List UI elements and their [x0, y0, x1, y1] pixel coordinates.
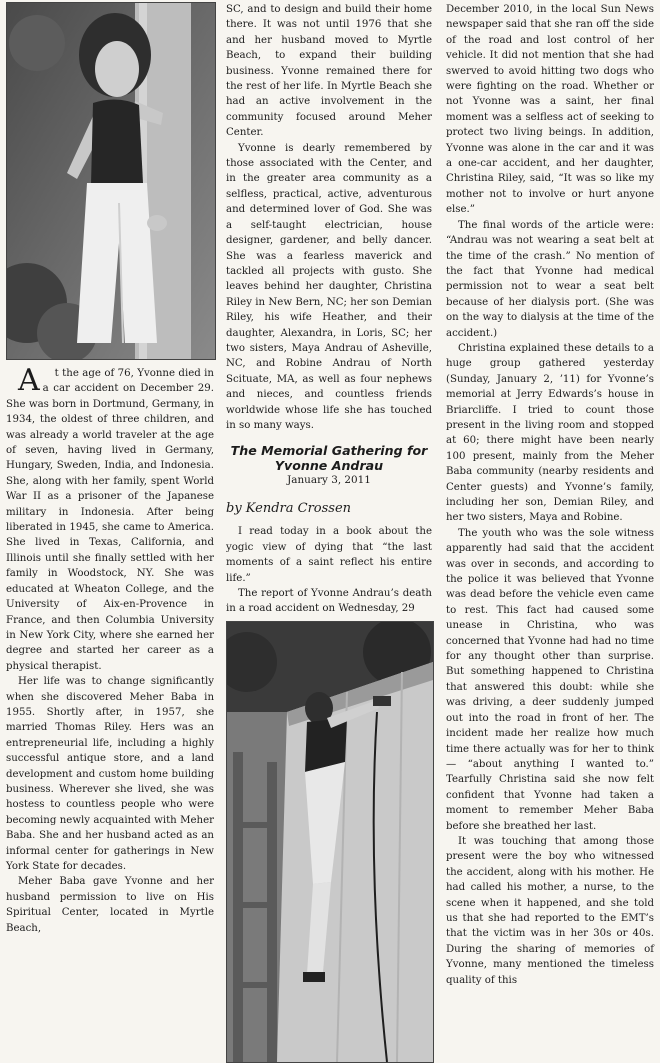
paragraph: The final words of the article were: “Andrau was not wearing a seat belt at the time of the crash.” No mention of the fact that Yvonne had medical permission not to wear a seat belt because of her dialysis port. (She was on the way to dialysis at the time of the accident.): [446, 219, 654, 339]
drop-cap: A: [18, 363, 40, 398]
column-1: [6, 2, 214, 936]
paragraph: Yvonne is dearly remembered by those associated with the Center, and in the greater area community as a selfless, practical, active, adventurous and determined lover of God. She was a self-taught electrician, house designer, gardener, and belly dancer. She was a fearless maverick and tackled all projects with gusto. She leaves behind her daughter, Christina Riley in New Bern, NC; her son Demian Riley, his wife Heather, and their daughter, Alexandra, in Loris, SC; her two sisters, Maya Andrau of Asheville, NC, and Robine Andrau of North Scituate, MA, as well as four nephews and nieces, and countless friends worldwide whose life she has touched in so many ways.: [226, 142, 432, 431]
paragraph: SC, and to design and build their home there. It was not until 1976 that she and her husband moved to Myrtle Beach, to expand their building business. Yvonne remained there for the rest of her life. In Myrtle Beach she had an active involvement in the community focused around Meher Center.: [226, 4, 432, 139]
portrait-photo-image: [7, 3, 215, 359]
article-title: The Memorial Gathering for Yvonne Andrau: [230, 443, 428, 474]
article-date: January 3, 2011: [287, 474, 371, 487]
column-2: [226, 2, 432, 1063]
column-3: [446, 2, 654, 988]
paragraph: Christina explained these details to a huge group gathered yesterday (Sunday, January 2, ’11) for Yvonne’s memorial at Jerry Edwards’s house in Briarcliffe. I tried to count those present in the living room and stopped at 60; there might have been nearly 100 present, mainly from the Meher Baba community (nearby residents and Center guests) and Yvonne’s family, including her son, Demian Riley, and her two sisters, Maya and Robine.: [446, 342, 654, 524]
paragraph: The report of Yvonne Andrau’s death in a road accident on Wednesday, 29: [226, 588, 432, 615]
construction-photo: [226, 621, 434, 1063]
paragraph: The youth who was the sole witness apparently had said that the accident was over in seconds, and according to the police it was believed that Yvonne was dead before the vehicle even came to rest. This fact had caused some unease in Christina, who was concerned that Yvonne had had no time for any thought other than surprise. But something happened to Christina that answered this doubt: while she was driving, a deer suddenly jumped out into the road in front of her. The incident made her realize how much time there actually was for her to think — “about anything I wanted to.” Tearfully Christina said she now felt confident that Yvonne had taken a moment to remember Meher Baba before she breathed her last.: [446, 527, 654, 832]
paragraph: Her life was to change significantly when she discovered Meher Baba in 1955. Shortly after, in 1957, she married Thomas Riley. Hers was an entrepreneurial life, including a highly successful antique store, and a land development and custom home building business. Wherever she lived, she was hostess to countless people who were becoming newly acquainted with Meher Baba. She and her husband acted as an informal center for gatherings in New York State for decades.: [6, 676, 214, 872]
paragraph: December 2010, in the local Sun News newspaper said that she ran off the side of the road and lost control of her vehicle. It did not mention that she had swerved to avoid hitting two dogs who were fighting on the road. Whether or not Yvonne was a saint, her final moment was a selfless act of seeking to protect two living beings. In addition, Yvonne was alone in the car and it was a one-car accident, and her daughter, Christina Riley, said, “It was so like my mother not to involve or hurt anyone else.”: [446, 4, 654, 216]
paragraph-text: t the age of 76, Yvonne died in a car accident on December 29. She was born in Dortmund, Germany, in 1934, the oldest of three children, and was already a world traveler at the age of seven, having lived in Germany, Hungary, Sweden, India, and Indonesia. She, along with her family, spent World War II as a prisoner of the Japanese military in Indonesia. After being liberated in 1945, she came to America. She lived in Texas, California, and Illinois until she finally settled with her family in Woodstock, NY. She was educated at Wheaton College, and the University of Aix-en-Provence in France, and then Columbia University in New York City, where she earned her degree and started her career as a physical therapist.: [6, 368, 214, 672]
construction-photo-image: [227, 622, 433, 1062]
paragraph: Meher Baba gave Yvonne and her husband permission to live on His Spiritual Center, located in Myrtle Beach,: [6, 876, 214, 934]
article-heading: [226, 443, 432, 488]
portrait-photo: [6, 2, 216, 360]
paragraph: It was touching that among those present were the boy who witnessed the accident, along with his mother. He had called his mother, a nurse, to the scene when it happened, and she told us that she had reported to the EMT’s that the victim was in her 30s or 40s. During the sharing of memories of Yvonne, many mentioned the timeless quality of this: [446, 835, 654, 986]
paragraph: I read today in a book about the yogic view of dying that “the last moments of a saint reflect his entire life.”: [226, 526, 432, 584]
byline: by Kendra Crossen: [226, 501, 352, 517]
